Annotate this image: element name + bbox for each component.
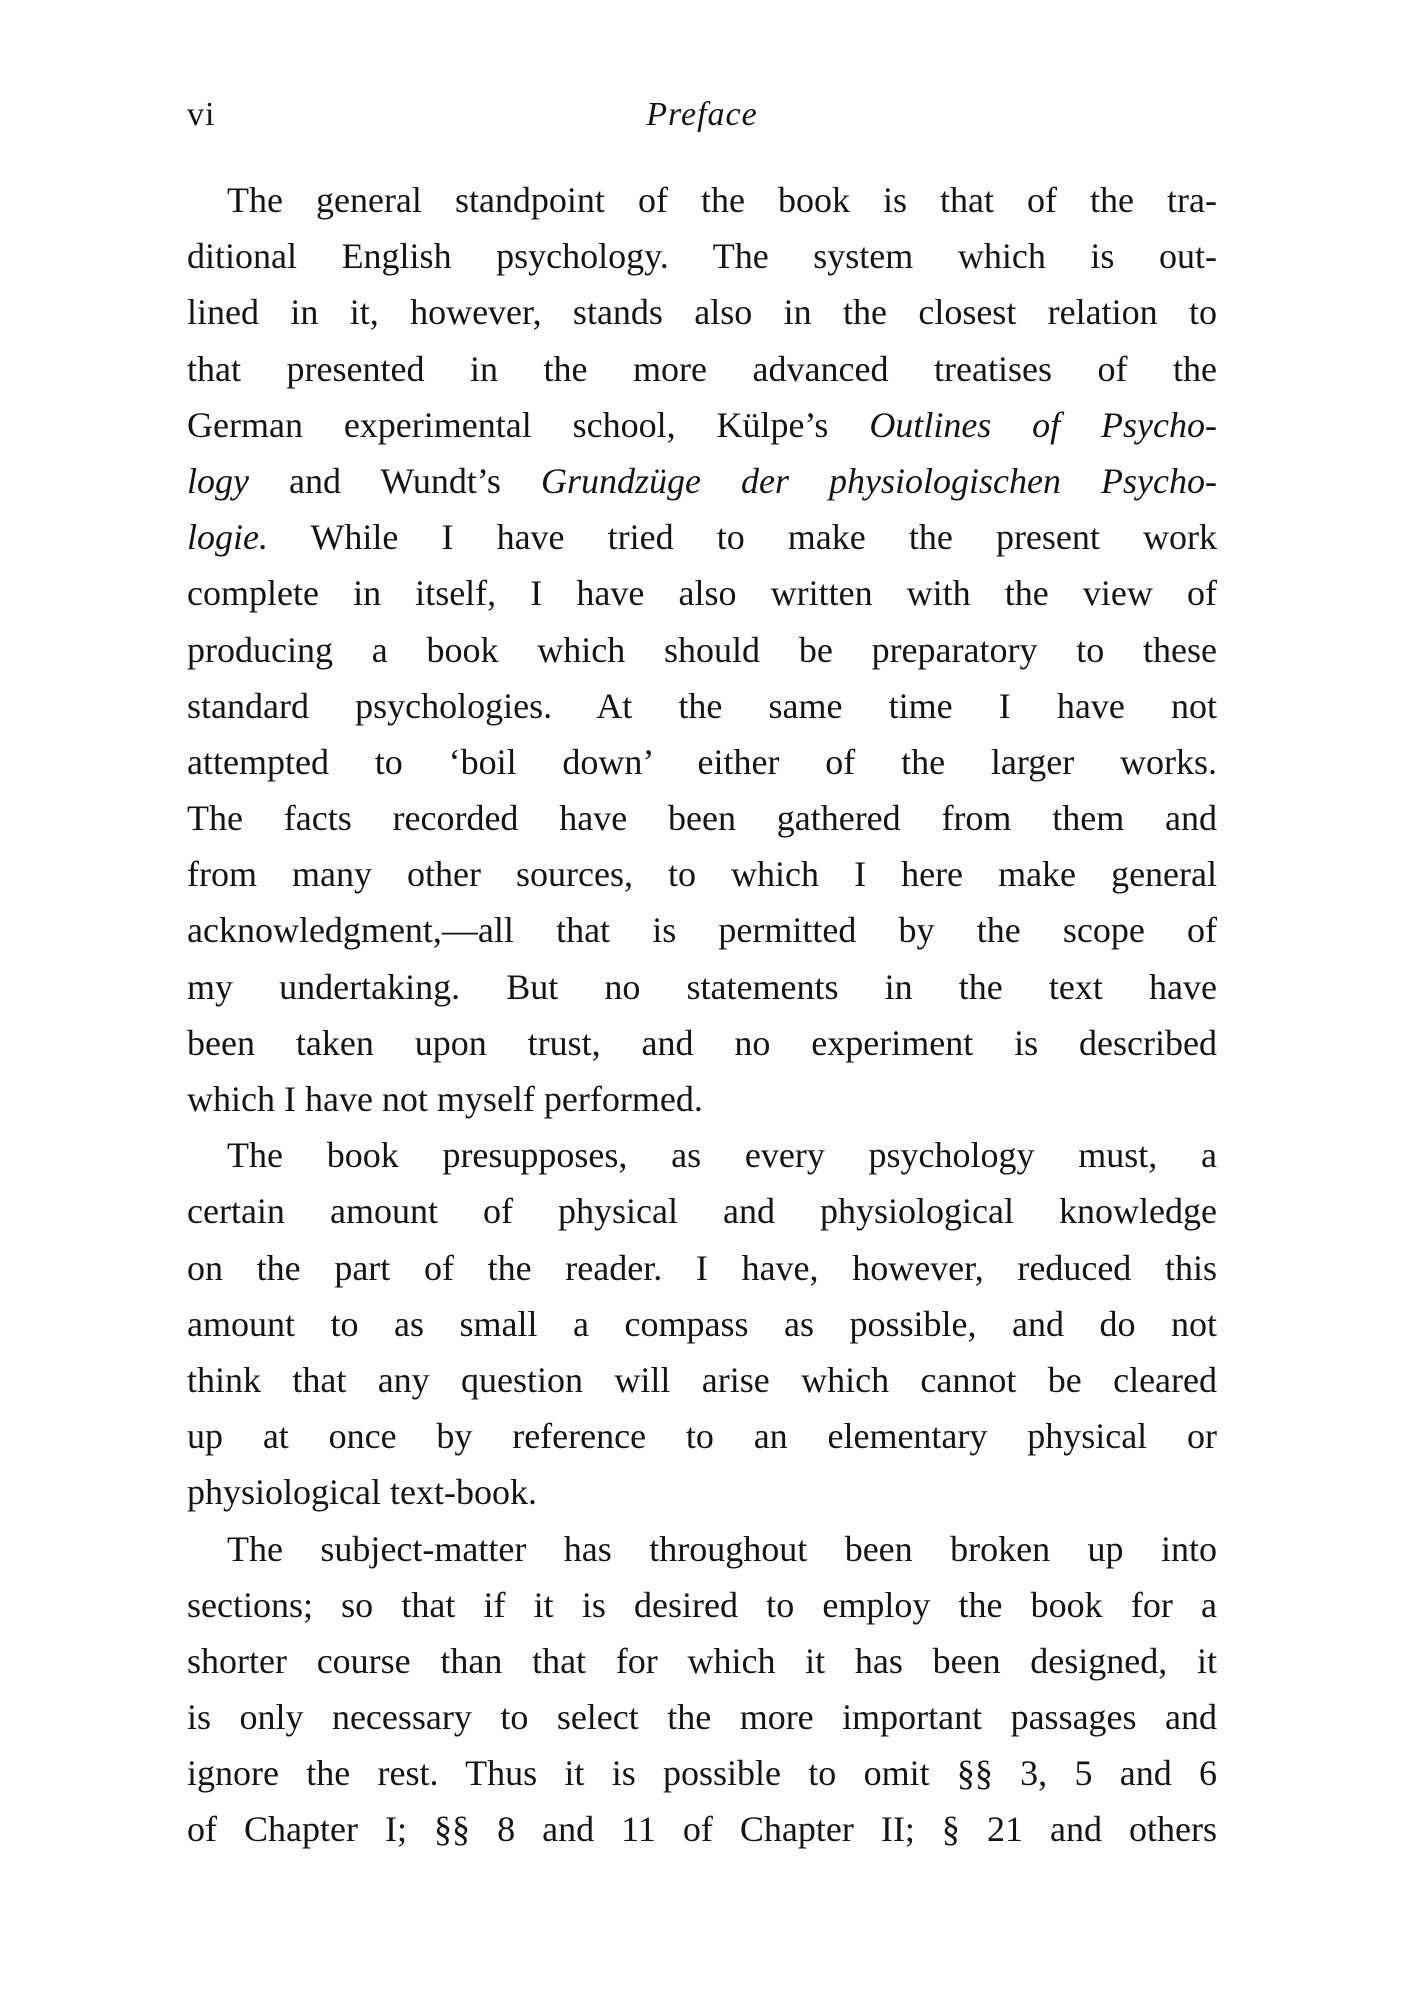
italic-title: Outlines of Psycho- [869,404,1217,445]
italic-title: logie. [187,517,268,558]
text-line: certain amount of physical and physiological knowledge [187,1191,1217,1232]
preface-body [187,172,1217,1858]
text-line: acknowledgment,—all that is permitted by the scope of [187,910,1217,951]
text-line: shorter course than that for which it has been designed, it [187,1640,1217,1681]
text-line: think that any question will arise which cannot be cleared [187,1359,1217,1400]
paragraph [187,1127,1217,1520]
text-line: lined in it, however, stands also in the closest relation to [187,292,1217,333]
italic-title: Grundzüge der physiologischen Psycho- [540,460,1217,501]
text-line: ditional English psychology. The system which is out- [187,236,1217,277]
paragraph [187,172,1217,1127]
running-title: Preface [646,96,758,133]
text-line: sections; so that if it is desired to employ the book for a [187,1584,1217,1625]
page-number: vi [187,96,216,133]
text-line: which I have not myself performed. [187,1079,703,1119]
text-line: been taken upon trust, and no experiment is described [187,1022,1217,1063]
text-line: producing a book which should be preparatory to these [187,629,1217,670]
italic-title: logy [187,460,249,501]
text-line: The subject-matter has throughout been broken up into [227,1528,1217,1569]
running-head [187,96,1217,136]
text-line: logie. While I have tried to make the present work [187,517,1217,558]
text-line: of Chapter I; §§ 8 and 11 of Chapter II; § 21 and others [187,1809,1217,1850]
paragraph [187,1521,1217,1858]
text-line: complete in itself, I have also written with the view of [187,573,1217,614]
text-line: on the part of the reader. I have, however, reduced this [187,1247,1217,1288]
text-line: amount to as small a compass as possible, and do not [187,1303,1217,1344]
text-line: The facts recorded have been gathered from them and [187,798,1217,839]
text-line: attempted to ‘boil down’ either of the larger works. [187,741,1217,782]
text-line: my undertaking. But no statements in the text have [187,966,1217,1007]
text-line: physiological text-book. [187,1472,537,1513]
text-line: The book presupposes, as every psychology must, a [227,1135,1217,1176]
text-line: that presented in the more advanced treatises of the [187,348,1217,389]
text-line: up at once by reference to an elementary physical or [187,1416,1217,1457]
text-line: from many other sources, to which I here make general [187,854,1217,895]
text-line: standard psychologies. At the same time I have not [187,685,1217,726]
text-line: German experimental school, Külpe’s Outlines of Psycho- [187,404,1217,445]
text-line: is only necessary to select the more important passages and [187,1697,1217,1738]
text-line: ignore the rest. Thus it is possible to omit §§ 3, 5 and 6 [187,1753,1217,1794]
text-line: The general standpoint of the book is that of the tra- [227,180,1217,220]
text-line: logy and Wundt’s Grundzüge der physiologischen Psycho- [187,460,1217,501]
